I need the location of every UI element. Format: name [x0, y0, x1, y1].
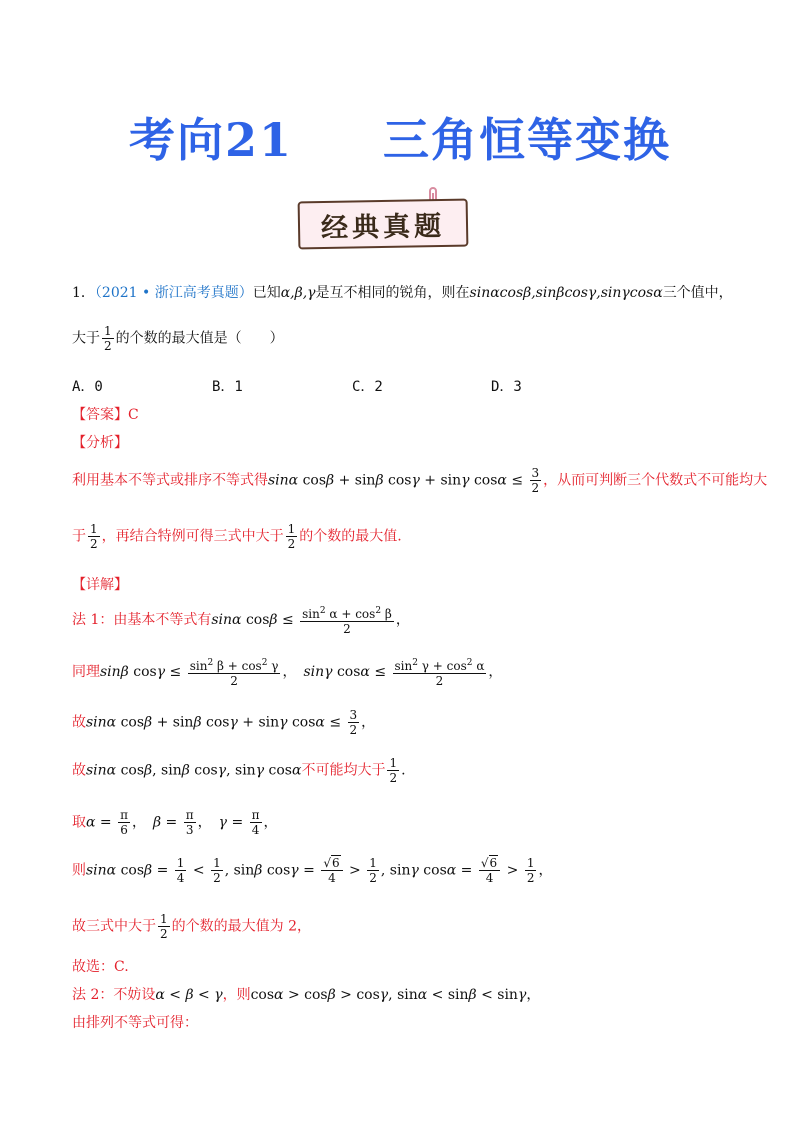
answer-label: 【答案】	[72, 407, 128, 423]
detail-line-10: 由排列不等式可得：	[72, 1015, 198, 1031]
detail-line-1: 法 1：由基本不等式有sinα cosβ ≤ $\frac{\sin^2 \alpha + \cos^2 \beta}{2}$ ，	[72, 606, 410, 636]
detail-line-7: 故三式中大于 $\frac{1}{2}$ 的个数的最大值为 2，	[72, 912, 311, 941]
detail-line-4: 故sinα cosβ, sinβ cosγ, sinγ cosα不可能均大于 $\frac{1}{2}$ .	[72, 756, 406, 785]
detail-line-5: 取α = $\frac{\pi}{6}$ ， β = $\frac{\pi}{3}$ ， γ = $\frac{\pi}{4}$ ，	[72, 808, 278, 837]
question-source: （2021 • 浙江高考真题）	[94, 285, 253, 301]
analysis-label: 【分析】	[72, 435, 128, 451]
option-c[interactable]: C．2	[352, 379, 383, 395]
section-badge	[292, 186, 474, 256]
question-line-2: 大于 $\frac{1}{2}$ 的个数的最大值是（ ）	[72, 324, 284, 353]
question-number: 1．	[72, 285, 95, 301]
detail-line-2: 同理sinβ cosγ ≤ $\frac{\sin^2 \beta + \cos^2 \gamma}{2}$ ， sinγ cosα ≤ $\frac{\sin^2 \gamma + \cos^2 \alpha}{2}$ ，	[72, 658, 503, 688]
analysis-line-1: 利用基本不等式或排序不等式得sinα cosβ + sinβ cosγ + sinγ cosα ≤ $\frac{3}{2}$ ，从而可判断三个代数式不可能均大	[72, 466, 768, 495]
question-line-1: 1．（2021 • 浙江高考真题）已知α,β,γ是互不相同的锐角，则在sinαcosβ,sinβcosγ,sinγcosα三个值中，	[72, 285, 733, 301]
detail-line-6: 则sinα cosβ = $\frac{1}{4}$ < $\frac{1}{2}$ , sinβ cosγ = $\frac{√6}{4}$ > $\frac{1}{2}$ , sinγ cosα = $\frac{√6}{4}$ > $\frac{1}{2}$ ，	[72, 856, 553, 885]
option-b[interactable]: B．1	[212, 379, 243, 395]
question-vars: α,β,γ	[280, 285, 316, 301]
detail-line-9: 法 2：不妨设α < β < γ，则cosα > cosβ > cosγ, sinα < sinβ < sinγ，	[72, 987, 541, 1003]
detail-line-8: 故选：C.	[72, 959, 129, 975]
detail-line-3: 故sinα cosβ + sinβ cosγ + sinγ cosα ≤ $\frac{3}{2}$ ，	[72, 708, 376, 737]
badge-label: 经典真题	[298, 199, 469, 250]
answer-row	[72, 404, 139, 424]
answer-value: C	[128, 407, 139, 423]
option-d[interactable]: D．3	[491, 379, 522, 395]
fraction-half: $\frac{1}{2}$	[104, 324, 112, 353]
analysis-line-2: 于 $\frac{1}{2}$ ，再结合特例可得三式中大于 $\frac{1}{2}$ 的个数的最大值.	[72, 522, 402, 551]
detail-label: 【详解】	[72, 577, 128, 593]
page-title: 考向21 三角恒等变换	[128, 113, 672, 167]
option-a[interactable]: A．0	[72, 379, 103, 395]
question-exprs: sinαcosβ,sinβcosγ,sinγcosα	[469, 285, 663, 301]
